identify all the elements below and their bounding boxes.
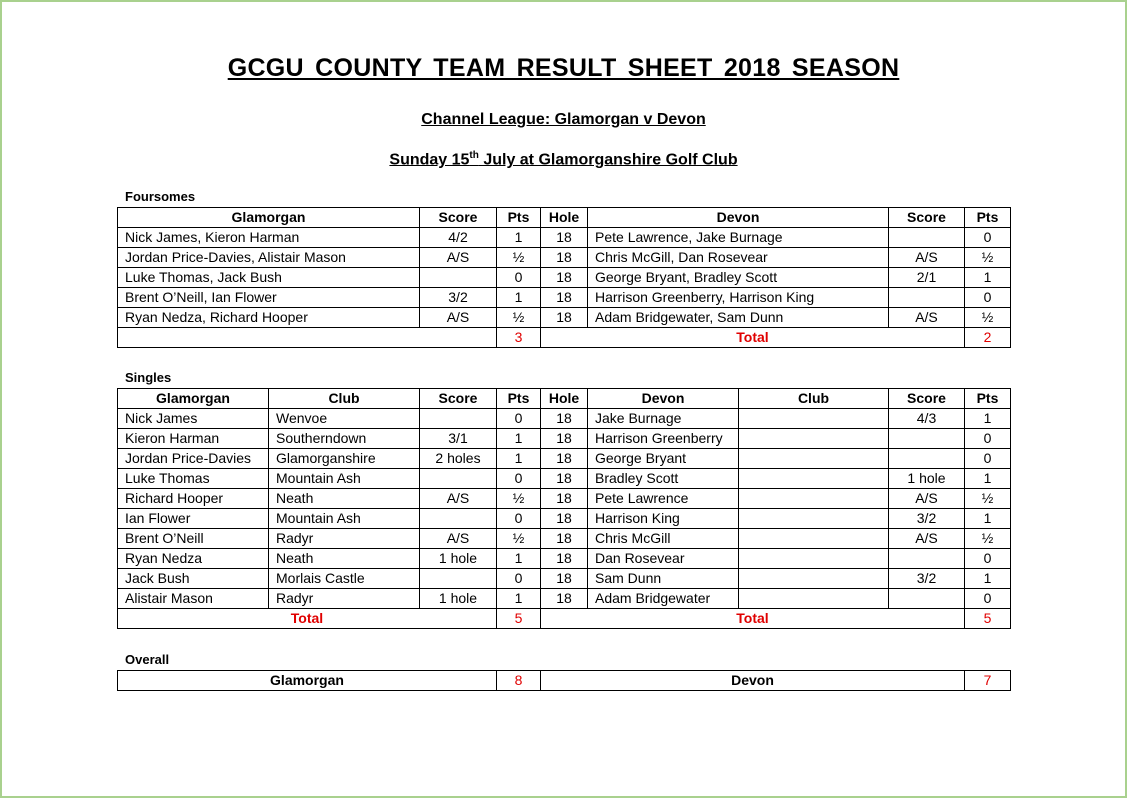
singles-away-total: 5	[965, 609, 1011, 629]
glamorgan-pts: 1	[497, 429, 541, 449]
header-score: Score	[420, 208, 497, 228]
glamorgan-pts: 0	[497, 409, 541, 429]
devon-club	[739, 589, 889, 609]
hole: 18	[541, 569, 588, 589]
header-hole: Hole	[541, 208, 588, 228]
foursomes-table	[117, 207, 1011, 348]
devon-club	[739, 469, 889, 489]
hole: 18	[541, 529, 588, 549]
devon-player: Sam Dunn	[588, 569, 739, 589]
singles-label: Singles	[125, 370, 172, 385]
devon-player: Jake Burnage	[588, 409, 739, 429]
glamorgan-club: Mountain Ash	[269, 509, 420, 529]
devon-player: Harrison Greenberry	[588, 429, 739, 449]
table-row	[118, 409, 1011, 429]
glamorgan-club: Radyr	[269, 529, 420, 549]
glamorgan-pts: 1	[497, 449, 541, 469]
singles-away-total-label: Total	[541, 609, 965, 629]
hole: 18	[541, 589, 588, 609]
singles-total-row	[118, 609, 1011, 629]
overall-label: Overall	[125, 652, 170, 667]
devon-pts: 0	[965, 549, 1011, 569]
glamorgan-pair: Nick James, Kieron Harman	[118, 228, 420, 248]
glamorgan-player: Ryan Nedza	[118, 549, 269, 569]
glamorgan-pair: Brent O’Neill, Ian Flower	[118, 288, 420, 308]
match-date-venue	[0, 150, 1127, 169]
devon-score	[889, 288, 965, 308]
header-devon: Devon	[588, 389, 739, 409]
devon-score	[889, 228, 965, 248]
devon-pts: ½	[965, 308, 1011, 328]
devon-pts: ½	[965, 248, 1011, 268]
devon-player: Chris McGill	[588, 529, 739, 549]
foursomes-label: Foursomes	[125, 189, 196, 204]
glamorgan-score: 1 hole	[420, 589, 497, 609]
table-row	[118, 489, 1011, 509]
devon-club	[739, 529, 889, 549]
devon-pts: 0	[965, 228, 1011, 248]
devon-pts: 1	[965, 569, 1011, 589]
hole: 18	[541, 489, 588, 509]
glamorgan-score	[420, 569, 497, 589]
glamorgan-score	[420, 469, 497, 489]
glamorgan-player: Jordan Price-Davies	[118, 449, 269, 469]
page-title: GCGU COUNTY TEAM RESULT SHEET 2018 SEASON	[227, 54, 900, 82]
table-row	[118, 589, 1011, 609]
glamorgan-pts: ½	[497, 489, 541, 509]
glamorgan-club: Neath	[269, 549, 420, 569]
glamorgan-score: A/S	[420, 248, 497, 268]
devon-pts: 1	[965, 268, 1011, 288]
glamorgan-player: Richard Hooper	[118, 489, 269, 509]
singles-header-row	[118, 389, 1011, 409]
glamorgan-player: Brent O’Neill	[118, 529, 269, 549]
foursomes-away-total: 2	[965, 328, 1011, 348]
glamorgan-pts: 0	[497, 569, 541, 589]
match-subtitle: Channel League: Glamorgan v Devon	[421, 111, 706, 128]
glamorgan-pair: Ryan Nedza, Richard Hooper	[118, 308, 420, 328]
glamorgan-pts: 1	[497, 288, 541, 308]
hole: 18	[541, 248, 588, 268]
glamorgan-player: Luke Thomas	[118, 469, 269, 489]
devon-player: George Bryant	[588, 449, 739, 469]
devon-pts: 0	[965, 288, 1011, 308]
foursomes-total-label: Total	[541, 328, 965, 348]
devon-score: A/S	[889, 248, 965, 268]
devon-club	[739, 509, 889, 529]
devon-pair: Harrison Greenberry, Harrison King	[588, 288, 889, 308]
glamorgan-score: 4/2	[420, 228, 497, 248]
hole: 18	[541, 308, 588, 328]
devon-score	[889, 449, 965, 469]
hole: 18	[541, 228, 588, 248]
hole: 18	[541, 409, 588, 429]
glamorgan-pts: 1	[497, 589, 541, 609]
devon-club	[739, 569, 889, 589]
glamorgan-pts: ½	[497, 248, 541, 268]
glamorgan-player: Jack Bush	[118, 569, 269, 589]
devon-player: Harrison King	[588, 509, 739, 529]
header-club: Club	[739, 389, 889, 409]
singles-home-total-label: Total	[118, 609, 497, 629]
devon-score: 2/1	[889, 268, 965, 288]
devon-pair: Chris McGill, Dan Rosevear	[588, 248, 889, 268]
header-score: Score	[889, 208, 965, 228]
devon-pts: 0	[965, 449, 1011, 469]
table-row	[118, 449, 1011, 469]
overall-home-team: Glamorgan	[118, 671, 497, 691]
hole: 18	[541, 449, 588, 469]
table-row	[118, 469, 1011, 489]
overall-row	[118, 671, 1011, 691]
table-row	[118, 308, 1011, 328]
glamorgan-score: 3/1	[420, 429, 497, 449]
devon-score: A/S	[889, 489, 965, 509]
devon-score: A/S	[889, 308, 965, 328]
devon-player: Dan Rosevear	[588, 549, 739, 569]
devon-pair: Pete Lawrence, Jake Burnage	[588, 228, 889, 248]
devon-score: 3/2	[889, 509, 965, 529]
singles-table	[117, 388, 1011, 629]
glamorgan-club: Radyr	[269, 589, 420, 609]
glamorgan-pts: ½	[497, 308, 541, 328]
glamorgan-pts: 0	[497, 268, 541, 288]
devon-score	[889, 429, 965, 449]
singles-home-total: 5	[497, 609, 541, 629]
header-pts: Pts	[965, 208, 1011, 228]
devon-player: Bradley Scott	[588, 469, 739, 489]
hole: 18	[541, 509, 588, 529]
devon-club	[739, 549, 889, 569]
devon-score	[889, 589, 965, 609]
glamorgan-club: Neath	[269, 489, 420, 509]
devon-pair: George Bryant, Bradley Scott	[588, 268, 889, 288]
table-row	[118, 228, 1011, 248]
glamorgan-club: Southerndown	[269, 429, 420, 449]
table-row	[118, 248, 1011, 268]
hole: 18	[541, 429, 588, 449]
table-row	[118, 288, 1011, 308]
hole: 18	[541, 469, 588, 489]
foursomes-total-blank	[118, 328, 497, 348]
glamorgan-club: Mountain Ash	[269, 469, 420, 489]
glamorgan-pts: ½	[497, 529, 541, 549]
overall-away-team: Devon	[541, 671, 965, 691]
devon-score	[889, 549, 965, 569]
table-row	[118, 529, 1011, 549]
header-pts: Pts	[497, 208, 541, 228]
table-row	[118, 429, 1011, 449]
header-glamorgan: Glamorgan	[118, 389, 269, 409]
glamorgan-pts: 1	[497, 549, 541, 569]
devon-club	[739, 429, 889, 449]
foursomes-total-row	[118, 328, 1011, 348]
devon-score: A/S	[889, 529, 965, 549]
devon-club	[739, 449, 889, 469]
table-row	[118, 569, 1011, 589]
glamorgan-pair: Jordan Price-Davies, Alistair Mason	[118, 248, 420, 268]
glamorgan-score: A/S	[420, 529, 497, 549]
glamorgan-club: Wenvoe	[269, 409, 420, 429]
glamorgan-score: 1 hole	[420, 549, 497, 569]
overall-away-points: 7	[965, 671, 1011, 691]
glamorgan-club: Morlais Castle	[269, 569, 420, 589]
foursomes-header-row	[118, 208, 1011, 228]
glamorgan-player: Kieron Harman	[118, 429, 269, 449]
glamorgan-pts: 0	[497, 509, 541, 529]
glamorgan-score: A/S	[420, 489, 497, 509]
table-row	[118, 549, 1011, 569]
table-row	[118, 509, 1011, 529]
foursomes-home-total: 3	[497, 328, 541, 348]
glamorgan-pts: 0	[497, 469, 541, 489]
devon-pts: 0	[965, 429, 1011, 449]
glamorgan-score	[420, 509, 497, 529]
overall-home-points: 8	[497, 671, 541, 691]
header-hole: Hole	[541, 389, 588, 409]
devon-pts: ½	[965, 489, 1011, 509]
glamorgan-score: A/S	[420, 308, 497, 328]
devon-pts: ½	[965, 529, 1011, 549]
header-devon: Devon	[588, 208, 889, 228]
overall-table	[117, 670, 1011, 691]
header-score: Score	[889, 389, 965, 409]
devon-player: Pete Lawrence	[588, 489, 739, 509]
header-club: Club	[269, 389, 420, 409]
table-row	[118, 268, 1011, 288]
header-score: Score	[420, 389, 497, 409]
glamorgan-player: Ian Flower	[118, 509, 269, 529]
devon-pair: Adam Bridgewater, Sam Dunn	[588, 308, 889, 328]
glamorgan-club: Glamorganshire	[269, 449, 420, 469]
glamorgan-player: Nick James	[118, 409, 269, 429]
glamorgan-pts: 1	[497, 228, 541, 248]
devon-score: 4/3	[889, 409, 965, 429]
devon-player: Adam Bridgewater	[588, 589, 739, 609]
devon-pts: 0	[965, 589, 1011, 609]
glamorgan-score	[420, 268, 497, 288]
glamorgan-pair: Luke Thomas, Jack Bush	[118, 268, 420, 288]
hole: 18	[541, 268, 588, 288]
date-venue-text: July at Glamorganshire Golf Club	[478, 151, 738, 169]
date-suffix-sup: th	[469, 150, 479, 161]
header-glamorgan: Glamorgan	[118, 208, 420, 228]
devon-pts: 1	[965, 509, 1011, 529]
devon-club	[739, 489, 889, 509]
glamorgan-score	[420, 409, 497, 429]
hole: 18	[541, 288, 588, 308]
glamorgan-score: 2 holes	[420, 449, 497, 469]
header-pts: Pts	[497, 389, 541, 409]
devon-pts: 1	[965, 409, 1011, 429]
devon-score: 3/2	[889, 569, 965, 589]
header-pts: Pts	[965, 389, 1011, 409]
hole: 18	[541, 549, 588, 569]
glamorgan-player: Alistair Mason	[118, 589, 269, 609]
devon-club	[739, 409, 889, 429]
date-prefix: Sunday 15	[389, 151, 470, 169]
devon-score: 1 hole	[889, 469, 965, 489]
glamorgan-score: 3/2	[420, 288, 497, 308]
devon-pts: 1	[965, 469, 1011, 489]
